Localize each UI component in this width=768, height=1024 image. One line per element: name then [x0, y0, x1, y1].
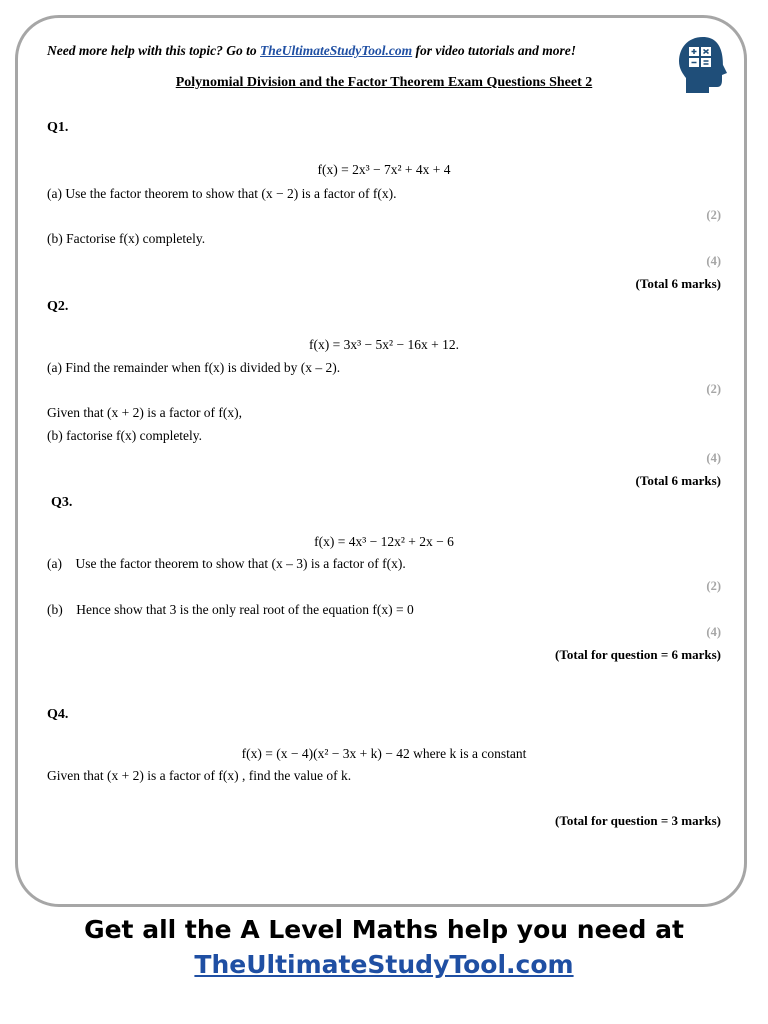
study-tool-link[interactable]: TheUltimateStudyTool.com [260, 43, 413, 58]
q1-mark-a: (2) [706, 208, 721, 222]
q4-equation: f(x) = (x − 4)(x² − 3x + k) − 42 where k is a constant [241, 746, 527, 761]
intro-text-after: for video tutorials and more! [412, 43, 577, 58]
q3-mark-a: (2) [706, 579, 721, 593]
q3-total: (Total for question = 6 marks) [555, 647, 721, 662]
q2-equation: f(x) = 3x³ − 5x² − 16x + 12. [309, 337, 459, 352]
q1-mark-b: (4) [706, 254, 721, 268]
q1-part-b: (b) Factorise f(x) completely. [47, 231, 206, 246]
footer-promo: Get all the A Level Maths help you need at [84, 915, 684, 944]
q1-part-a: (a) Use the factor theorem to show that (x − 2) is a factor of f(x). [47, 186, 397, 201]
q2-given: Given that (x + 2) is a factor of f(x), [47, 405, 243, 420]
help-intro [47, 43, 576, 59]
q4-given: Given that (x + 2) is a factor of f(x) , find the value of k. [47, 768, 352, 783]
q2-mark-b: (4) [706, 451, 721, 465]
q2-mark-a: (2) [706, 382, 721, 396]
q3-label: Q3. [51, 495, 73, 510]
q3-mark-b: (4) [706, 625, 721, 639]
q3-part-b: (b) Hence show that 3 is the only real root of the equation f(x) = 0 [47, 602, 414, 617]
q4-total: (Total for question = 3 marks) [555, 813, 721, 828]
q2-total: (Total 6 marks) [635, 473, 721, 488]
q1-label: Q1. [47, 120, 69, 135]
q3-part-a: (a) Use the factor theorem to show that (x – 3) is a factor of f(x). [47, 556, 406, 571]
q2-part-b: (b) factorise f(x) completely. [47, 428, 203, 443]
q3-equation: f(x) = 4x³ − 12x² + 2x − 6 [314, 534, 454, 549]
sheet-title: Polynomial Division and the Factor Theorem Exam Questions Sheet 2 [175, 75, 593, 90]
q2-part-a: (a) Find the remainder when f(x) is divided by (x – 2). [47, 360, 341, 375]
q2-label: Q2. [47, 299, 69, 314]
q4-label: Q4. [47, 707, 69, 722]
footer-link[interactable]: TheUltimateStudyTool.com [194, 950, 574, 979]
q1-total: (Total 6 marks) [635, 276, 721, 291]
q1-equation: f(x) = 2x³ − 7x² + 4x + 4 [317, 162, 451, 177]
intro-text-before: Need more help with this topic? Go to [47, 43, 261, 58]
